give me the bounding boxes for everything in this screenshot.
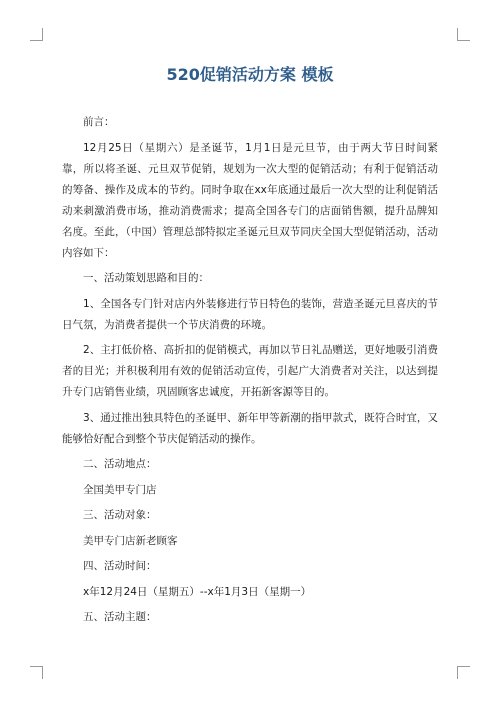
document-title: 520促销活动方案 模板 [166, 65, 334, 84]
audience-text: 美甲专门店新老顾客 [83, 534, 178, 547]
section-heading-5: 五、活动主题： [83, 611, 157, 623]
crop-mark-bottom-left [30, 666, 43, 679]
document-body [62, 112, 438, 633]
section-heading-4: 四、活动时间： [83, 560, 157, 572]
crop-mark-bottom-right [457, 666, 470, 679]
list-item-2: 2、主打低价格、高折扣的促销模式，再加以节日礼品赠送，更好地吸引消费者的目光；并积极利用有效的促销活动宣传，引起广大消费者对关注，以达到提升专门店销售业绩，巩固顾客忠诚度，开拓新客源等目的。 [62, 344, 438, 398]
location-text: 全国美甲专门店 [83, 483, 157, 496]
section-heading-1: 一、活动策划思路和目的： [83, 272, 209, 284]
crop-mark-top-right [457, 28, 470, 41]
preface-heading: 前言： [83, 116, 115, 128]
time-text: x年12月24日（星期五）--x年1月3日（星期一） [83, 585, 312, 598]
section-heading-3: 三、活动对象： [83, 509, 157, 521]
preface-paragraph: 12月25日（星期六）是圣诞节，1月1日是元旦节，由于两大节日时间紧靠，所以将圣诞、元旦双节促销，规划为一次大型的促销活动；有利于促销活动的筹备、操作及成本的节约。同时争取在xx年底通过最后一次大型的让利促销活动来刺激消费市场，推动消费需求；提高全国各专门的店面销售额，提升品牌知名度。至此，（中国）管理总部特拟定圣诞元旦双节同庆全国大型促销活动，活动内容如下： [62, 141, 438, 259]
section-heading-2: 二、活动地点： [83, 458, 157, 470]
list-item-3: 3、通过推出独具特色的圣诞甲、新年甲等新潮的指甲款式，既符合时宜，又能够恰好配合到整个节庆促销活动的操作。 [62, 411, 438, 445]
crop-mark-top-left [30, 28, 43, 41]
list-item-1: 1、全国各专门针对店内外装修进行节日特色的装饰，营造圣诞元旦喜庆的节日气氛，为消费者提供一个节庆消费的环境。 [62, 297, 438, 331]
